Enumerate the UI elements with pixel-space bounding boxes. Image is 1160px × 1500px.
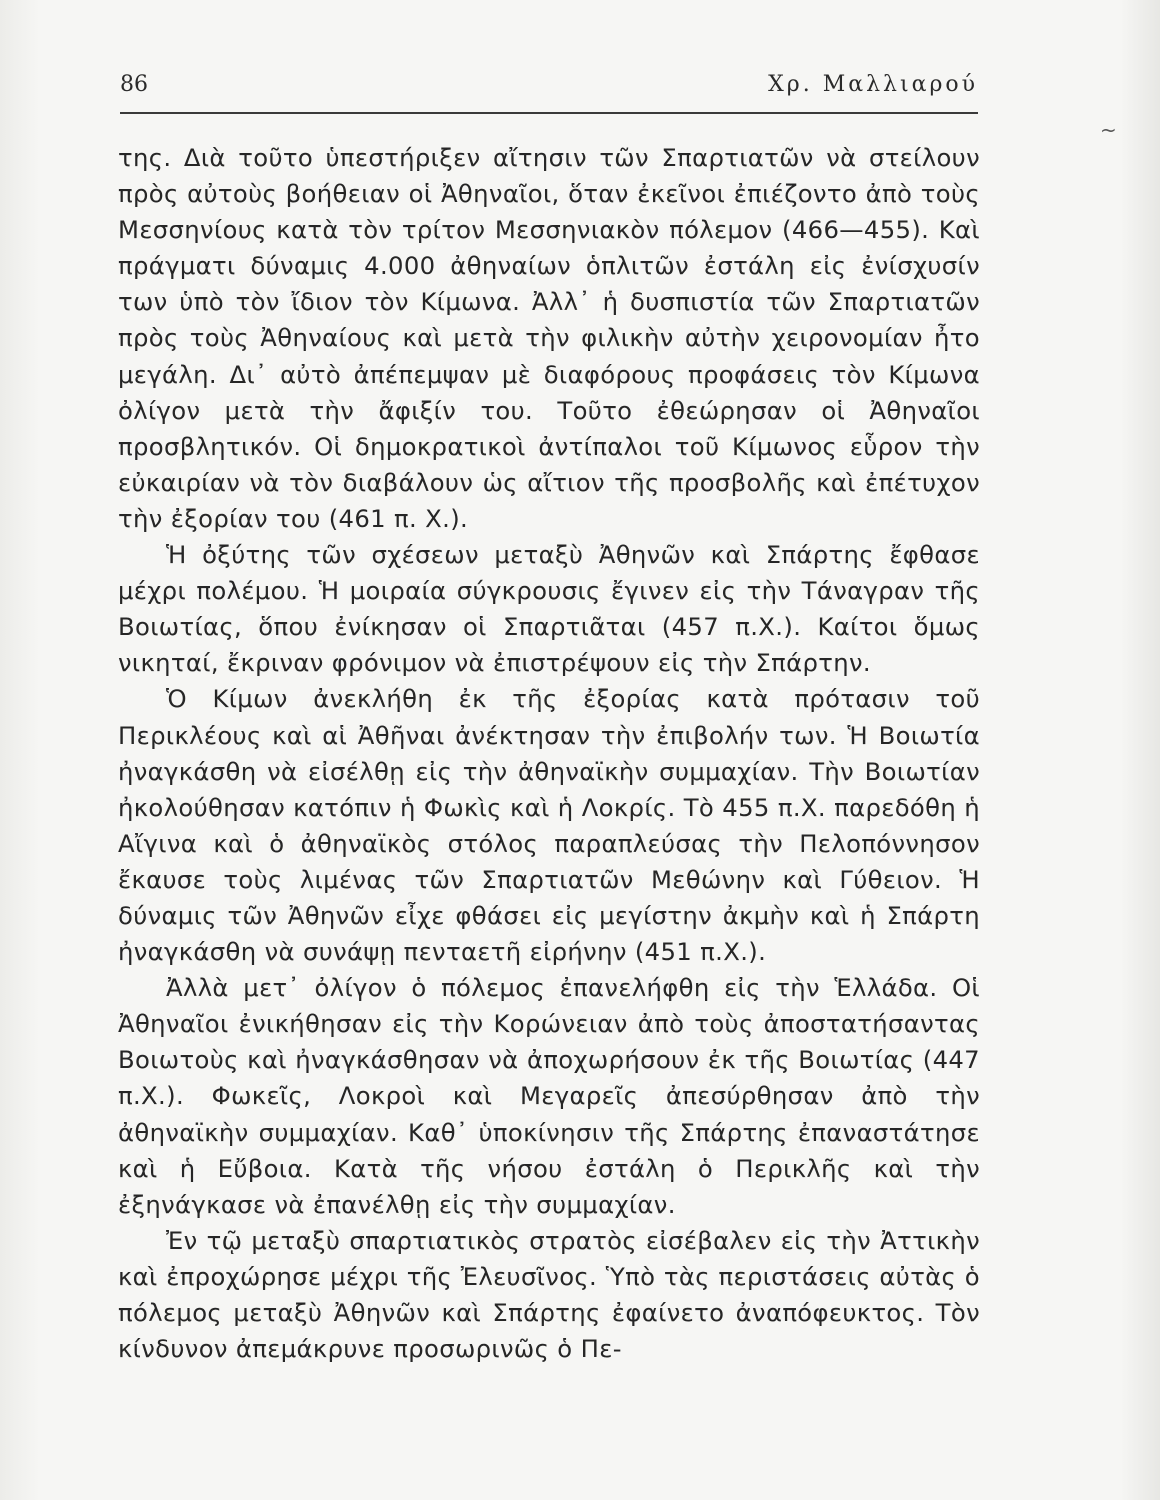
page-number: 86 [120, 72, 148, 97]
paragraph-2: Ἡ ὀξύτης τῶν σχέσεων μεταξὺ Ἀθηνῶν καὶ Σπάρτης ἔφθασε μέχρι πολέμου. Ἡ μοιραία σύγκρουσις ἔγινεν εἰς τὴν Τάναγραν τῆς Βοιωτίας, ὅπου ἐνίκησαν οἱ Σπαρτιᾶται (457 π.Χ.). Καίτοι ὅμως νικηταί, ἔκριναν φρόνιμον νὰ ἐπιστρέψουν εἰς τὴν Σπάρτην. [118, 540, 980, 678]
paragraph-4: Ἀλλὰ μετ᾽ ὀλίγον ὁ πόλεμος ἐπανελήφθη εἰς τὴν Ἑλλάδα. Οἱ Ἀθηναῖοι ἐνικήθησαν εἰς τὴν Κορώνειαν ἀπὸ τοὺς ἀποστατήσαντας Βοιωτοὺς καὶ ἠναγκάσθησαν νὰ ἀποχωρήσουν ἐκ τῆς Βοιωτίας (447 π.Χ.). Φωκεῖς, Λοκροὶ καὶ Μεγαρεῖς ἀπεσύρθησαν ἀπὸ τὴν ἀθηναϊκὴν συμμαχίαν. Καθ᾽ ὑποκίνησιν τῆς Σπάρτης ἐπαναστάτησε καὶ ἡ Εὔβοια. Κατὰ τῆς νήσου ἐστάλη ὁ Περικλῆς καὶ τὴν ἐξηνάγκασε νὰ ἐπανέλθῃ εἰς τὴν συμμαχίαν. [118, 973, 980, 1219]
page-header [120, 72, 978, 106]
body-text [118, 140, 980, 1367]
paragraph-3: Ὁ Κίμων ἀνεκλήθη ἐκ τῆς ἐξορίας κατὰ πρότασιν τοῦ Περικλέους καὶ αἱ Ἀθῆναι ἀνέκτησαν τὴν ἐπιβολήν των. Ἡ Βοιωτία ἠναγκάσθη νὰ εἰσέλθῃ εἰς τὴν ἀθηναϊκὴν συμμαχίαν. Τὴν Βοιωτίαν ἠκολούθησαν κατόπιν ἡ Φωκὶς καὶ ἡ Λοκρίς. Τὸ 455 π.Χ. παρεδόθη ἡ Αἴγινα καὶ ὁ ἀθηναϊκὸς στόλος παραπλεύσας τὴν Πελοπόννησον ἔκαυσε τοὺς λιμένας τῶν Σπαρτιατῶν Μεθώνην καὶ Γύθειον. Ἡ δύναμις τῶν Ἀθηνῶν εἶχε φθάσει εἰς μεγίστην ἀκμὴν καὶ ἡ Σπάρτη ἠναγκάσθη νὰ συνάψῃ πενταετῆ εἰρήνην (451 π.Χ.). [118, 684, 980, 967]
paragraph-5: Ἐν τῷ μεταξὺ σπαρτιατικὸς στρατὸς εἰσέβαλεν εἰς τὴν Ἀττικὴν καὶ ἐπροχώρησε μέχρι τῆς Ἐλευσῖνος. Ὑπὸ τὰς περιστάσεις αὐτὰς ὁ πόλεμος μεταξὺ Ἀθηνῶν καὶ Σπάρτης ἐφαίνετο ἀναπόφευκτος. Τὸν κίνδυνον ἀπεμάκρυνε προσωρινῶς ὁ Πε- [118, 1225, 980, 1364]
margin-mark: ~ [1100, 118, 1117, 142]
header-rule [120, 112, 978, 114]
running-head: Χρ. Μαλλιαρού [768, 72, 978, 97]
paragraph-1: της. Διὰ τοῦτο ὑπεστήριξεν αἴτησιν τῶν Σπαρτιατῶν νὰ στείλουν πρὸς αὐτοὺς βοήθειαν οἱ Ἀθηναῖοι, ὅταν ἐκεῖνοι ἐπιέζοντο ἀπὸ τοὺς Μεσσηνίους κατὰ τὸν τρίτον Μεσσηνιακὸν πόλεμον (466—455). Καὶ πράγματι δύναμις 4.000 ἀθηναίων ὁπλιτῶν ἐστάλη εἰς ἐνίσχυσίν των ὑπὸ τὸν ἴδιον τὸν Κίμωνα. Ἀλλ᾽ ἡ δυσπιστία τῶν Σπαρτιατῶν πρὸς τοὺς Ἀθηναίους καὶ μετὰ τὴν φιλικὴν αὐτὴν χειρονομίαν ἦτο μεγάλη. Δι᾽ αὐτὸ ἀπέπεμψαν μὲ διαφόρους προφάσεις τὸν Κίμωνα ὀλίγον μετὰ τὴν ἄφιξίν του. Τοῦτο ἐθεώρησαν οἱ Ἀθηναῖοι προσβλητικόν. Οἱ δημοκρατικοὶ ἀντίπαλοι τοῦ Κίμωνος εὗρον τὴν εὐκαιρίαν νὰ τὸν διαβάλουν ὡς αἴτιον τῆς προσβολῆς καὶ ἐπέτυχον τὴν ἐξορίαν του (461 π. Χ.). [118, 143, 980, 533]
